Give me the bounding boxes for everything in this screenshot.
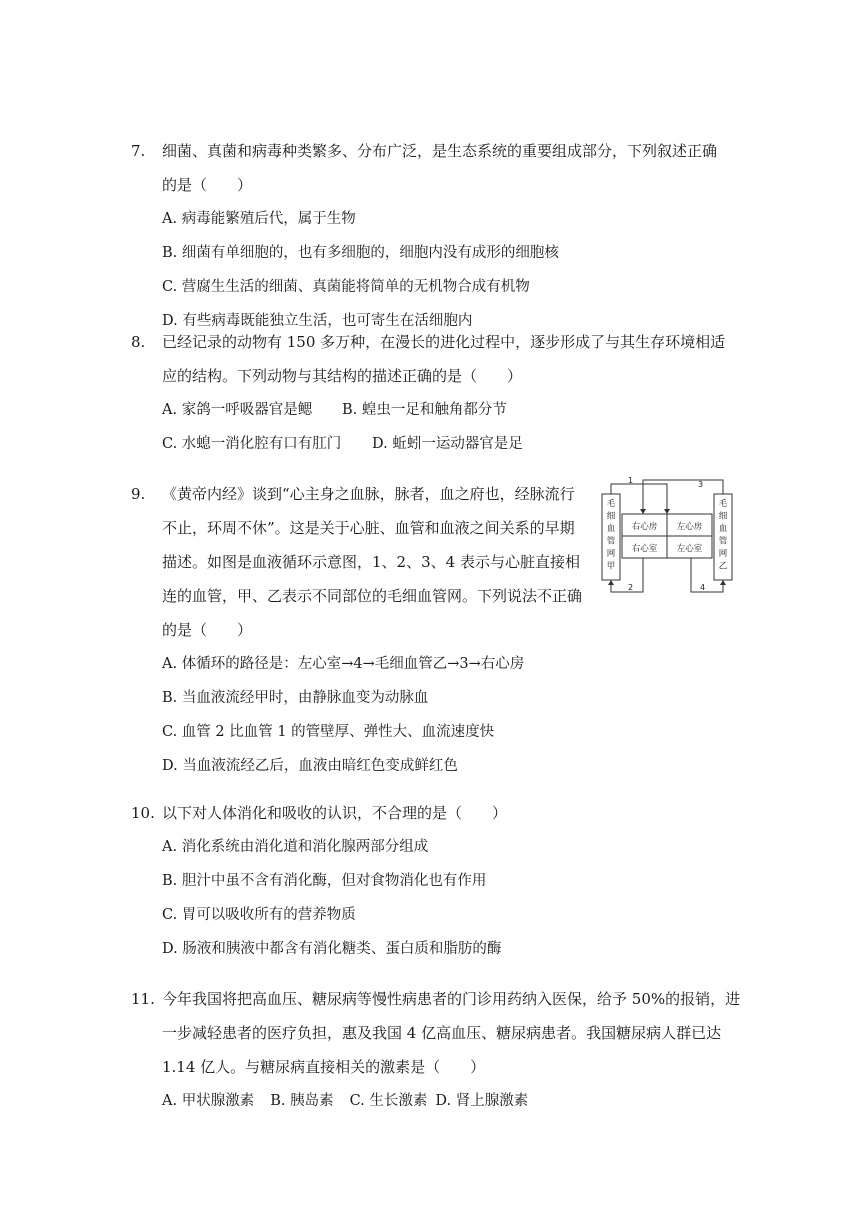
vessel-label-2: 2: [628, 583, 634, 592]
chamber-right-ventricle: 右心室: [631, 544, 658, 554]
question-stem-line: 今年我国将把高血压、糖尿病等慢性病患者的门诊用药纳入医保，给予 50%的报销，进: [162, 990, 741, 1008]
option-c: C. 水螅一消化腔有口有肛门: [162, 436, 342, 452]
option-a: A. 甲状腺激素: [162, 1093, 255, 1109]
option-d: D. 蚯蚓一运动器官是足: [372, 436, 523, 452]
option-c: C. 胃可以吸收所有的营养物质: [162, 907, 356, 923]
question-number: 11.: [131, 990, 155, 1008]
blood-circulation-diagram: [597, 474, 737, 604]
option-row: [162, 1084, 528, 1118]
option-b: B. 蝗虫一足和触角都分节: [342, 402, 507, 418]
question-stem-line: 应的结构。下列动物与其结构的描述正确的是（ ）: [162, 367, 523, 385]
option-a: A. 病毒能繁殖后代，属于生物: [162, 211, 356, 227]
question-11: [131, 982, 751, 1118]
option-a: A. 体循环的路径是：左心室→4→毛细血管乙→3→右心房: [162, 656, 525, 672]
question-10: [131, 796, 751, 966]
chamber-left-ventricle: 左心室: [676, 544, 703, 554]
option-b: B. 胆汁中虽不含有消化酶，但对食物消化也有作用: [162, 873, 487, 889]
option-b: B. 胰岛素: [270, 1093, 334, 1109]
question-stem-line: 1.14 亿人。与糖尿病直接相关的激素是（ ）: [162, 1058, 486, 1076]
option-d: D. 肾上腺激素: [435, 1093, 529, 1109]
question-number: 7.: [131, 142, 146, 160]
option-b: B. 细菌有单细胞的，也有多细胞的，细胞内没有成形的细胞核: [162, 245, 559, 261]
vessel-3: [643, 480, 723, 514]
chamber-right-atrium: 右心房: [631, 522, 658, 532]
question-number: 9.: [131, 485, 146, 503]
question-stem-line: 已经记录的动物有 150 多万种，在漫长的进化过程中，逐步形成了与其生存环境相适: [162, 333, 726, 351]
question-8: [131, 325, 751, 461]
question-stem-line: 连的血管，甲、乙表示不同部位的毛细血管网。下列说法不正确: [162, 587, 583, 605]
option-a: A. 消化系统由消化道和消化腺两部分组成: [162, 839, 429, 855]
question-stem-line: 一步减轻患者的医疗负担，惠及我国 4 亿高血压、糖尿病患者。我国糖尿病人群已达: [162, 1024, 722, 1042]
question-number: 8.: [131, 333, 146, 351]
right-capillary-label: 毛细血管网乙: [718, 499, 728, 572]
option-d: D. 肠液和胰液中都含有消化糖类、蛋白质和脂肪的酶: [162, 941, 502, 957]
question-stem-line: 以下对人体消化和吸收的认识，不合理的是（ ）: [162, 804, 508, 822]
option-c: C. 生长激素: [349, 1093, 428, 1109]
option-a: A. 家鸽一呼吸器官是鳃: [162, 402, 313, 418]
option-b: B. 当血液流经甲时，由静脉血变为动脉血: [162, 690, 429, 706]
option-c: C. 血管 2 比血管 1 的管壁厚、弹性大、血流速度快: [162, 724, 495, 740]
option-row: [162, 393, 507, 427]
question-stem-line: 细菌、真菌和病毒种类繁多、分布广泛，是生态系统的重要组成部分，下列叙述正确: [162, 142, 718, 160]
question-stem-line: 的是（ ）: [162, 176, 253, 194]
vessel-label-4: 4: [700, 583, 706, 592]
option-d: D. 当血液流经乙后，血液由暗红色变成鲜红色: [162, 758, 458, 774]
vessel-label-1: 1: [628, 476, 634, 485]
option-d: D. 有些病毒既能独立生活，也可寄生在活细胞内: [162, 313, 473, 329]
option-row: [162, 427, 523, 461]
question-stem-line: 不止，环周不休”。这是关于心脏、血管和血液之间关系的早期: [162, 519, 575, 537]
question-stem-line: 的是（ ）: [162, 621, 253, 639]
chamber-left-atrium: 左心房: [676, 522, 703, 532]
option-c: C. 营腐生生活的细菌、真菌能将简单的无机物合成有机物: [162, 279, 530, 295]
question-stem-line: 描述。如图是血液循环示意图，1、2、3、4 表示与心脏直接相: [162, 553, 580, 571]
vessel-label-3: 3: [698, 480, 704, 489]
question-number: 10.: [131, 804, 155, 822]
left-capillary-label: 毛细血管网甲: [606, 499, 616, 572]
question-stem-line: 《黄帝内经》谈到“心主身之血脉，脉者，血之府也，经脉流行: [162, 485, 575, 503]
question-7: [131, 134, 751, 338]
